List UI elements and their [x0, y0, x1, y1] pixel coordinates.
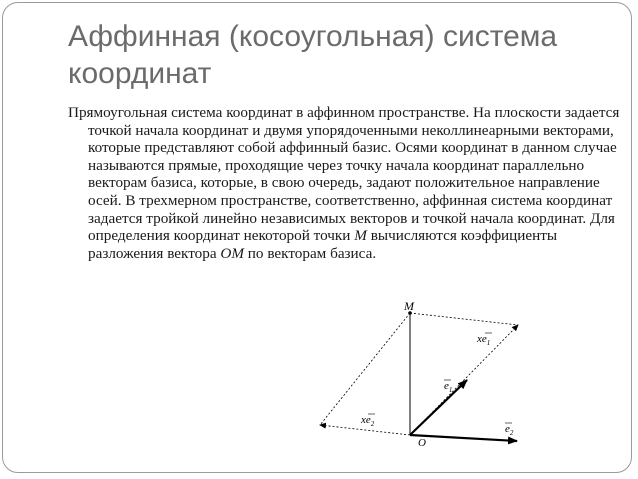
label-m: M	[404, 299, 414, 313]
label-e1: $e_1$	[444, 380, 453, 394]
body-text-part1: Прямоугольная система координат в аффинном пространстве. На плоскости задается точкой начала координат и двумя упорядоченными неколлинеарными векторами, которые представляют собой аффинный базис. Осями координат в данном случае называются прямые, проходящие через точку начала координат параллельно векторам базиса, которые, в свою очередь, задают положительное направление осей. В трехмерном пространстве, соответственно, аффинная система координат задается тройкой линейно независимых векторов и точкой начала координат. Для определения координат некоторой точки	[68, 104, 620, 245]
basis-vector-e2	[410, 435, 517, 441]
dashed-line-m-to-left	[320, 313, 410, 425]
dashed-vector-x-e2	[320, 425, 410, 435]
vector-om-label: OM	[220, 244, 244, 262]
basis-vector-e1	[410, 380, 467, 435]
dashed-line-m-to-top-right	[410, 313, 518, 325]
slide-body-text	[68, 104, 623, 262]
point-m-label: M	[354, 227, 367, 245]
body-text-part2: вычисляются коэффициенты разложения вектора	[88, 227, 558, 262]
slide-title: Аффинная (косоугольная) система координат	[68, 20, 558, 90]
affine-coordinates-diagram	[300, 290, 540, 460]
label-e2: $e_2$	[505, 423, 514, 437]
label-x-e2: $xe_2$	[361, 414, 375, 428]
label-x-e1: $xe_1$	[477, 333, 491, 347]
body-text-part3: по векторам базиса.	[244, 244, 377, 262]
label-o: O	[418, 437, 426, 449]
